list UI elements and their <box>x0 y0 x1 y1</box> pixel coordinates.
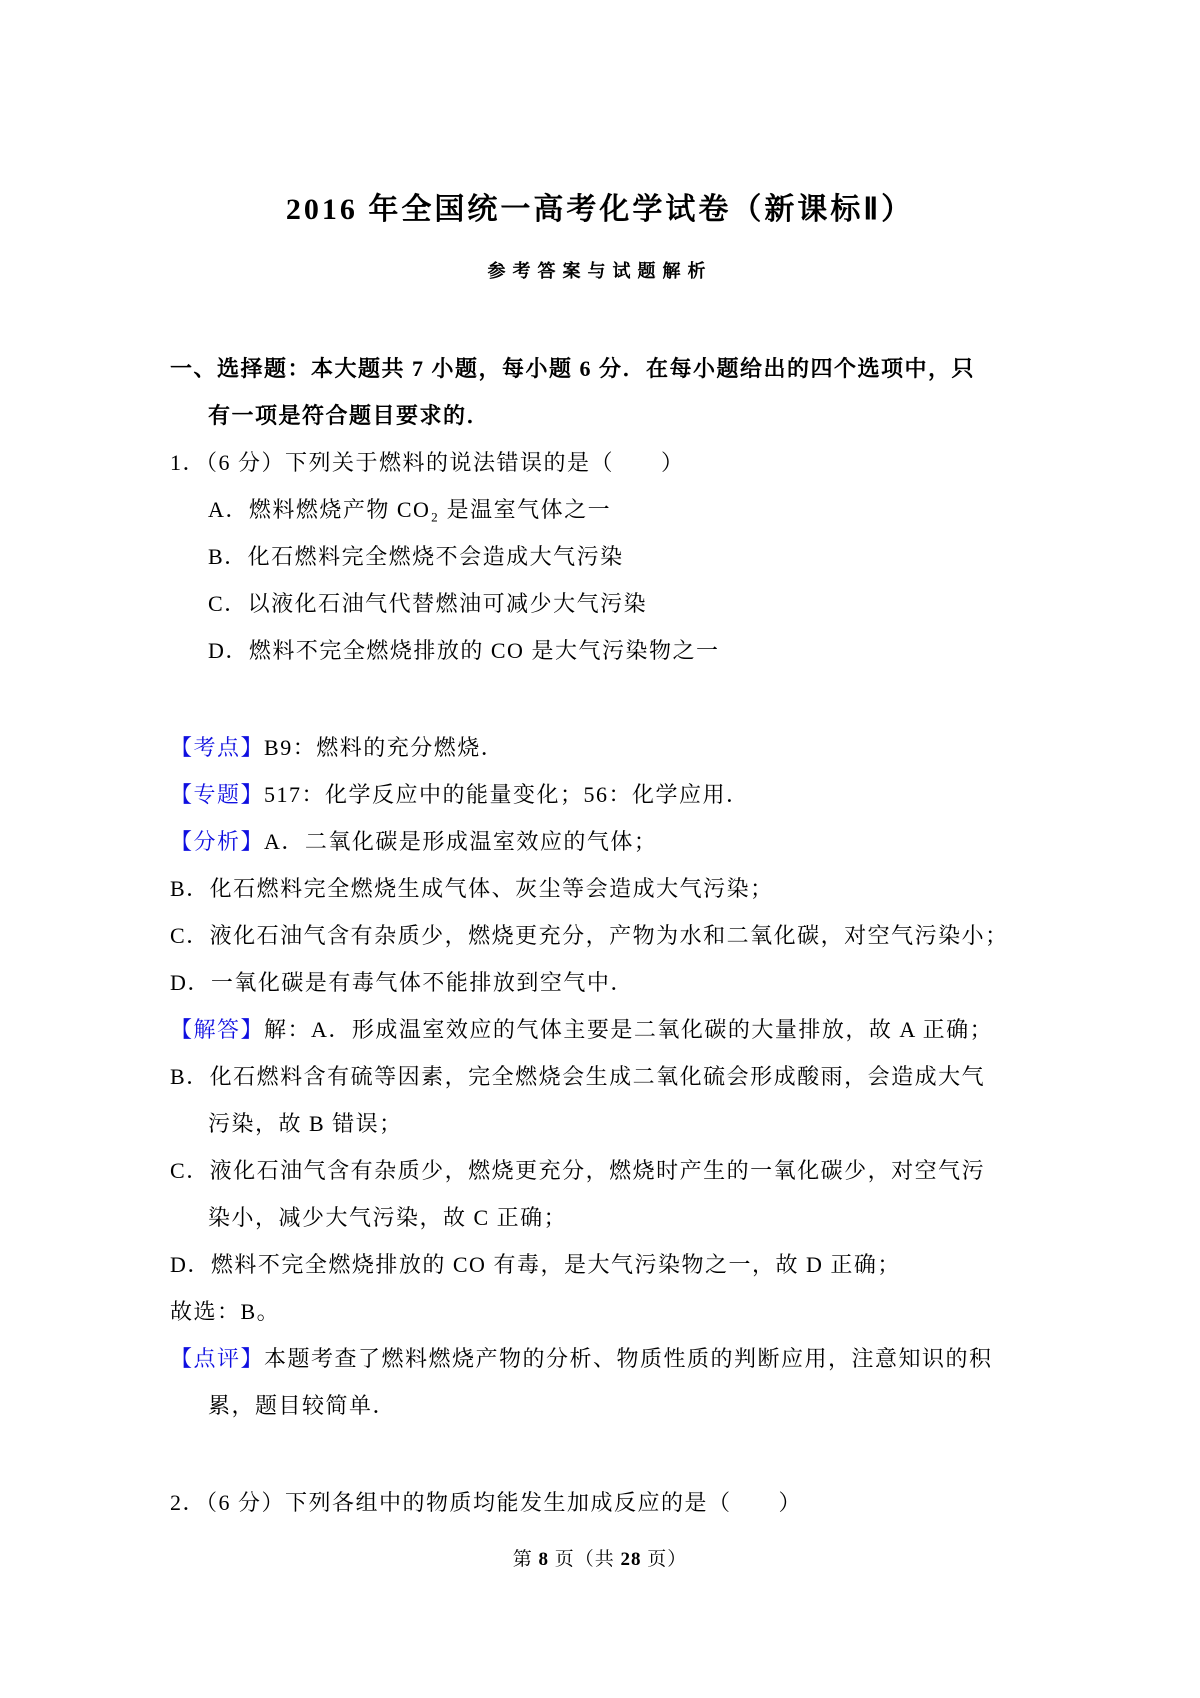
footer-suffix: 页） <box>641 1549 688 1570</box>
jieda-line-b1: B．化石燃料含有硫等因素，完全燃烧会生成二氧化硫会形成酸雨，会造成大气 <box>170 1064 986 1089</box>
question2-stem: 2．（6 分）下列各组中的物质均能发生加成反应的是（ ） <box>170 1490 803 1515</box>
zhuanti-text: 517：化学反应中的能量变化；56：化学应用． <box>264 782 750 807</box>
footer-current-page: 8 <box>538 1549 549 1570</box>
kaodian-line <box>170 724 1050 771</box>
jieda-line-a <box>170 1006 1050 1053</box>
zhuanti-label: 【专题】 <box>170 782 265 807</box>
fenxi-label: 【分析】 <box>170 829 265 854</box>
question1-option-c: C．以液化石油气代替燃油可减少大气污染 <box>208 591 648 616</box>
page-number-footer <box>0 1546 1200 1574</box>
footer-total-pages: 28 <box>620 1549 642 1570</box>
footer-prefix: 第 <box>512 1549 539 1570</box>
section-heading-line1: 一、选择题：本大题共 7 小题，每小题 6 分．在每小题给出的四个选项中，只 <box>170 356 976 381</box>
fenxi-line-b: B．化石燃料完全燃烧生成气体、灰尘等会造成大气污染； <box>170 876 774 901</box>
spacer <box>170 1429 1050 1479</box>
document-body <box>170 345 1050 1526</box>
jieda-line-c2: 染小，减少大气污染，故 C 正确； <box>208 1205 568 1230</box>
jieda-text-a: 解：A．形成温室效应的气体主要是二氧化碳的大量排放，故 A 正确； <box>264 1017 994 1042</box>
answer-line: 故选：B。 <box>170 1299 281 1324</box>
fenxi-text-a: A．二氧化碳是形成温室效应的气体； <box>264 829 658 854</box>
dianping-line-1 <box>170 1335 1050 1382</box>
jieda-label: 【解答】 <box>170 1017 265 1042</box>
fenxi-line-d: D．一氧化碳是有毒气体不能排放到空气中． <box>170 970 634 995</box>
dianping-label: 【点评】 <box>170 1346 265 1371</box>
fenxi-line-a <box>170 818 1050 865</box>
dianping-text-1: 本题考查了燃料燃烧产物的分析、物质性质的判断应用，注意知识的积 <box>264 1346 993 1371</box>
question1-stem: 1．（6 分）下列关于燃料的说法错误的是（ ） <box>170 450 685 475</box>
page-subtitle: 参考答案与试题解析 <box>487 261 713 281</box>
dianping-line-2: 累，题目较简单． <box>208 1393 397 1418</box>
kaodian-text: B9：燃料的充分燃烧． <box>264 735 505 760</box>
footer-mid: 页（共 <box>548 1549 621 1570</box>
page-title: 2016 年全国统一高考化学试卷（新课标Ⅱ） <box>285 193 915 226</box>
spacer <box>170 674 1050 724</box>
question1-option-d: D．燃料不完全燃烧排放的 CO 是大气污染物之一 <box>208 638 720 663</box>
zhuanti-line <box>170 771 1050 818</box>
question1-option-b: B．化石燃料完全燃烧不会造成大气污染 <box>208 544 624 569</box>
jieda-line-b2: 污染，故 B 错误； <box>208 1111 403 1136</box>
question1-option-a: A．燃料燃烧产物 CO₂ 是温室气体之一 <box>208 497 612 522</box>
fenxi-line-c: C．液化石油气含有杂质少，燃烧更充分，产物为水和二氧化碳，对空气污染小； <box>170 923 1009 948</box>
jieda-line-d: D．燃料不完全燃烧排放的 CO 有毒，是大气污染物之一，故 D 正确； <box>170 1252 901 1277</box>
section-heading-line2: 有一项是符合题目要求的． <box>208 403 491 428</box>
jieda-line-c1: C．液化石油气含有杂质少，燃烧更充分，燃烧时产生的一氧化碳少，对空气污 <box>170 1158 986 1183</box>
kaodian-label: 【考点】 <box>170 735 265 760</box>
